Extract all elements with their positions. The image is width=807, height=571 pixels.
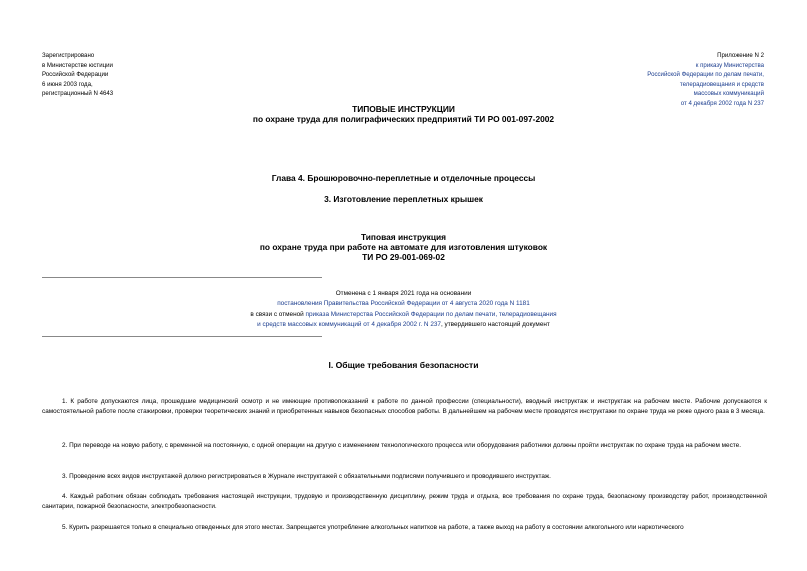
registration-line: регистрационный N 4643 xyxy=(42,90,114,98)
paragraph xyxy=(42,441,767,451)
chapter-heading: Глава 4. Брошюровочно-переплетные и отделочные процессы xyxy=(271,173,536,183)
appendix-link[interactable]: к приказу Министерства xyxy=(695,61,764,69)
paragraph-text: 2. При переводе на новую работу, с временной на постоянную, с одной операции на другую с изменением технологического процесса или оборудования работники должны пройти инструктаж по охране труда на рабочем месте. xyxy=(62,442,741,449)
cancellation-link[interactable]: приказа Министерства Российской Федерации по делам печати, телерадиовещания xyxy=(305,310,557,318)
paragraph-text: 3. Проведение всех видов инструктажей должно регистрироваться в Журнале инструктажей с обязательными подписями получившего и проводившего инструктаж. xyxy=(62,473,551,480)
registration-line: 6 июня 2003 года, xyxy=(42,80,93,88)
paragraph xyxy=(42,397,767,417)
cancellation-text: в связи с отменой xyxy=(250,310,306,318)
cancellation-link[interactable]: и средств массовых коммуникаций от 4 декабря 2002 г. N 237 xyxy=(257,320,441,328)
section-heading: 3. Изготовление переплетных крышек xyxy=(324,194,483,204)
appendix-block xyxy=(647,51,764,109)
cancellation-line xyxy=(0,320,807,330)
document-title xyxy=(0,104,807,124)
instruction-line: по охране труда при работе на автомате для изготовления штуковок xyxy=(259,242,548,252)
divider xyxy=(42,336,322,337)
paragraph-text: 5. Курить разрешается только в специально отведенных для этого местах. Запрещается употребление алкогольных напитков на работе, а также выход на работу в состоянии алкогольного или наркотического xyxy=(62,524,684,531)
paragraph-text: 1. К работе допускаются лица, прошедшие медицинский осмотр и не имеющие противопоказаний к работе по данной профессии (специальности), вводный инструктаж и инструктаж на рабочем месте. Рабочие допускаются к самостоятельной работе после стажировки, проверки теоретических знаний и приобретенных навыков безопасных способов работы. В дальнейшем на рабочем месте проводятся инструктажи по охране труда не реже одного раза в 3 месяца. xyxy=(42,398,767,416)
appendix-link[interactable]: массовых коммуникаций xyxy=(693,90,764,98)
general-requirements-heading: I. Общие требования безопасности xyxy=(328,360,479,370)
title-line: по охране труда для полиграфических предприятий ТИ РО 001-097-2002 xyxy=(252,114,555,124)
cancellation-line: Отменена с 1 января 2021 года на основании xyxy=(335,290,472,297)
appendix-link[interactable]: Российской Федерации по делам печати, xyxy=(647,71,764,79)
cancellation-notice xyxy=(0,289,807,330)
instruction-heading xyxy=(0,232,807,262)
cancellation-line xyxy=(0,310,807,320)
registration-line: Российской Федерации xyxy=(42,71,109,79)
instruction-line: ТИ РО 29-001-069-02 xyxy=(362,252,445,262)
paragraph xyxy=(42,492,767,512)
paragraph-text: 4. Каждый работник обязан соблюдать требования настоящей инструкции, трудовую и производственную дисциплину, режим труда и отдыха, все требования по охране труда, безопасному производству работ, производственной санитарии, пожарной безопасности, электробезопасности. xyxy=(42,493,767,511)
title-line: ТИПОВЫЕ ИНСТРУКЦИИ xyxy=(352,104,455,114)
registration-line: Зарегистрировано xyxy=(42,52,95,59)
cancellation-text: , утвердившего настоящий документ xyxy=(440,320,550,328)
appendix-line: Приложение N 2 xyxy=(717,52,764,59)
instruction-line: Типовая инструкция xyxy=(360,232,447,242)
appendix-link[interactable]: телерадиовещания и средств xyxy=(679,80,764,88)
divider xyxy=(42,277,322,278)
appendix-link[interactable]: от 4 декабря 2002 года N 237 xyxy=(680,99,764,107)
paragraph xyxy=(42,472,767,482)
cancellation-link[interactable]: постановления Правительства Российской Федерации от 4 августа 2020 года N 1181 xyxy=(277,300,530,308)
registration-line: в Министерстве юстиции xyxy=(42,61,113,69)
registration-block xyxy=(42,51,113,99)
paragraph xyxy=(42,523,767,533)
